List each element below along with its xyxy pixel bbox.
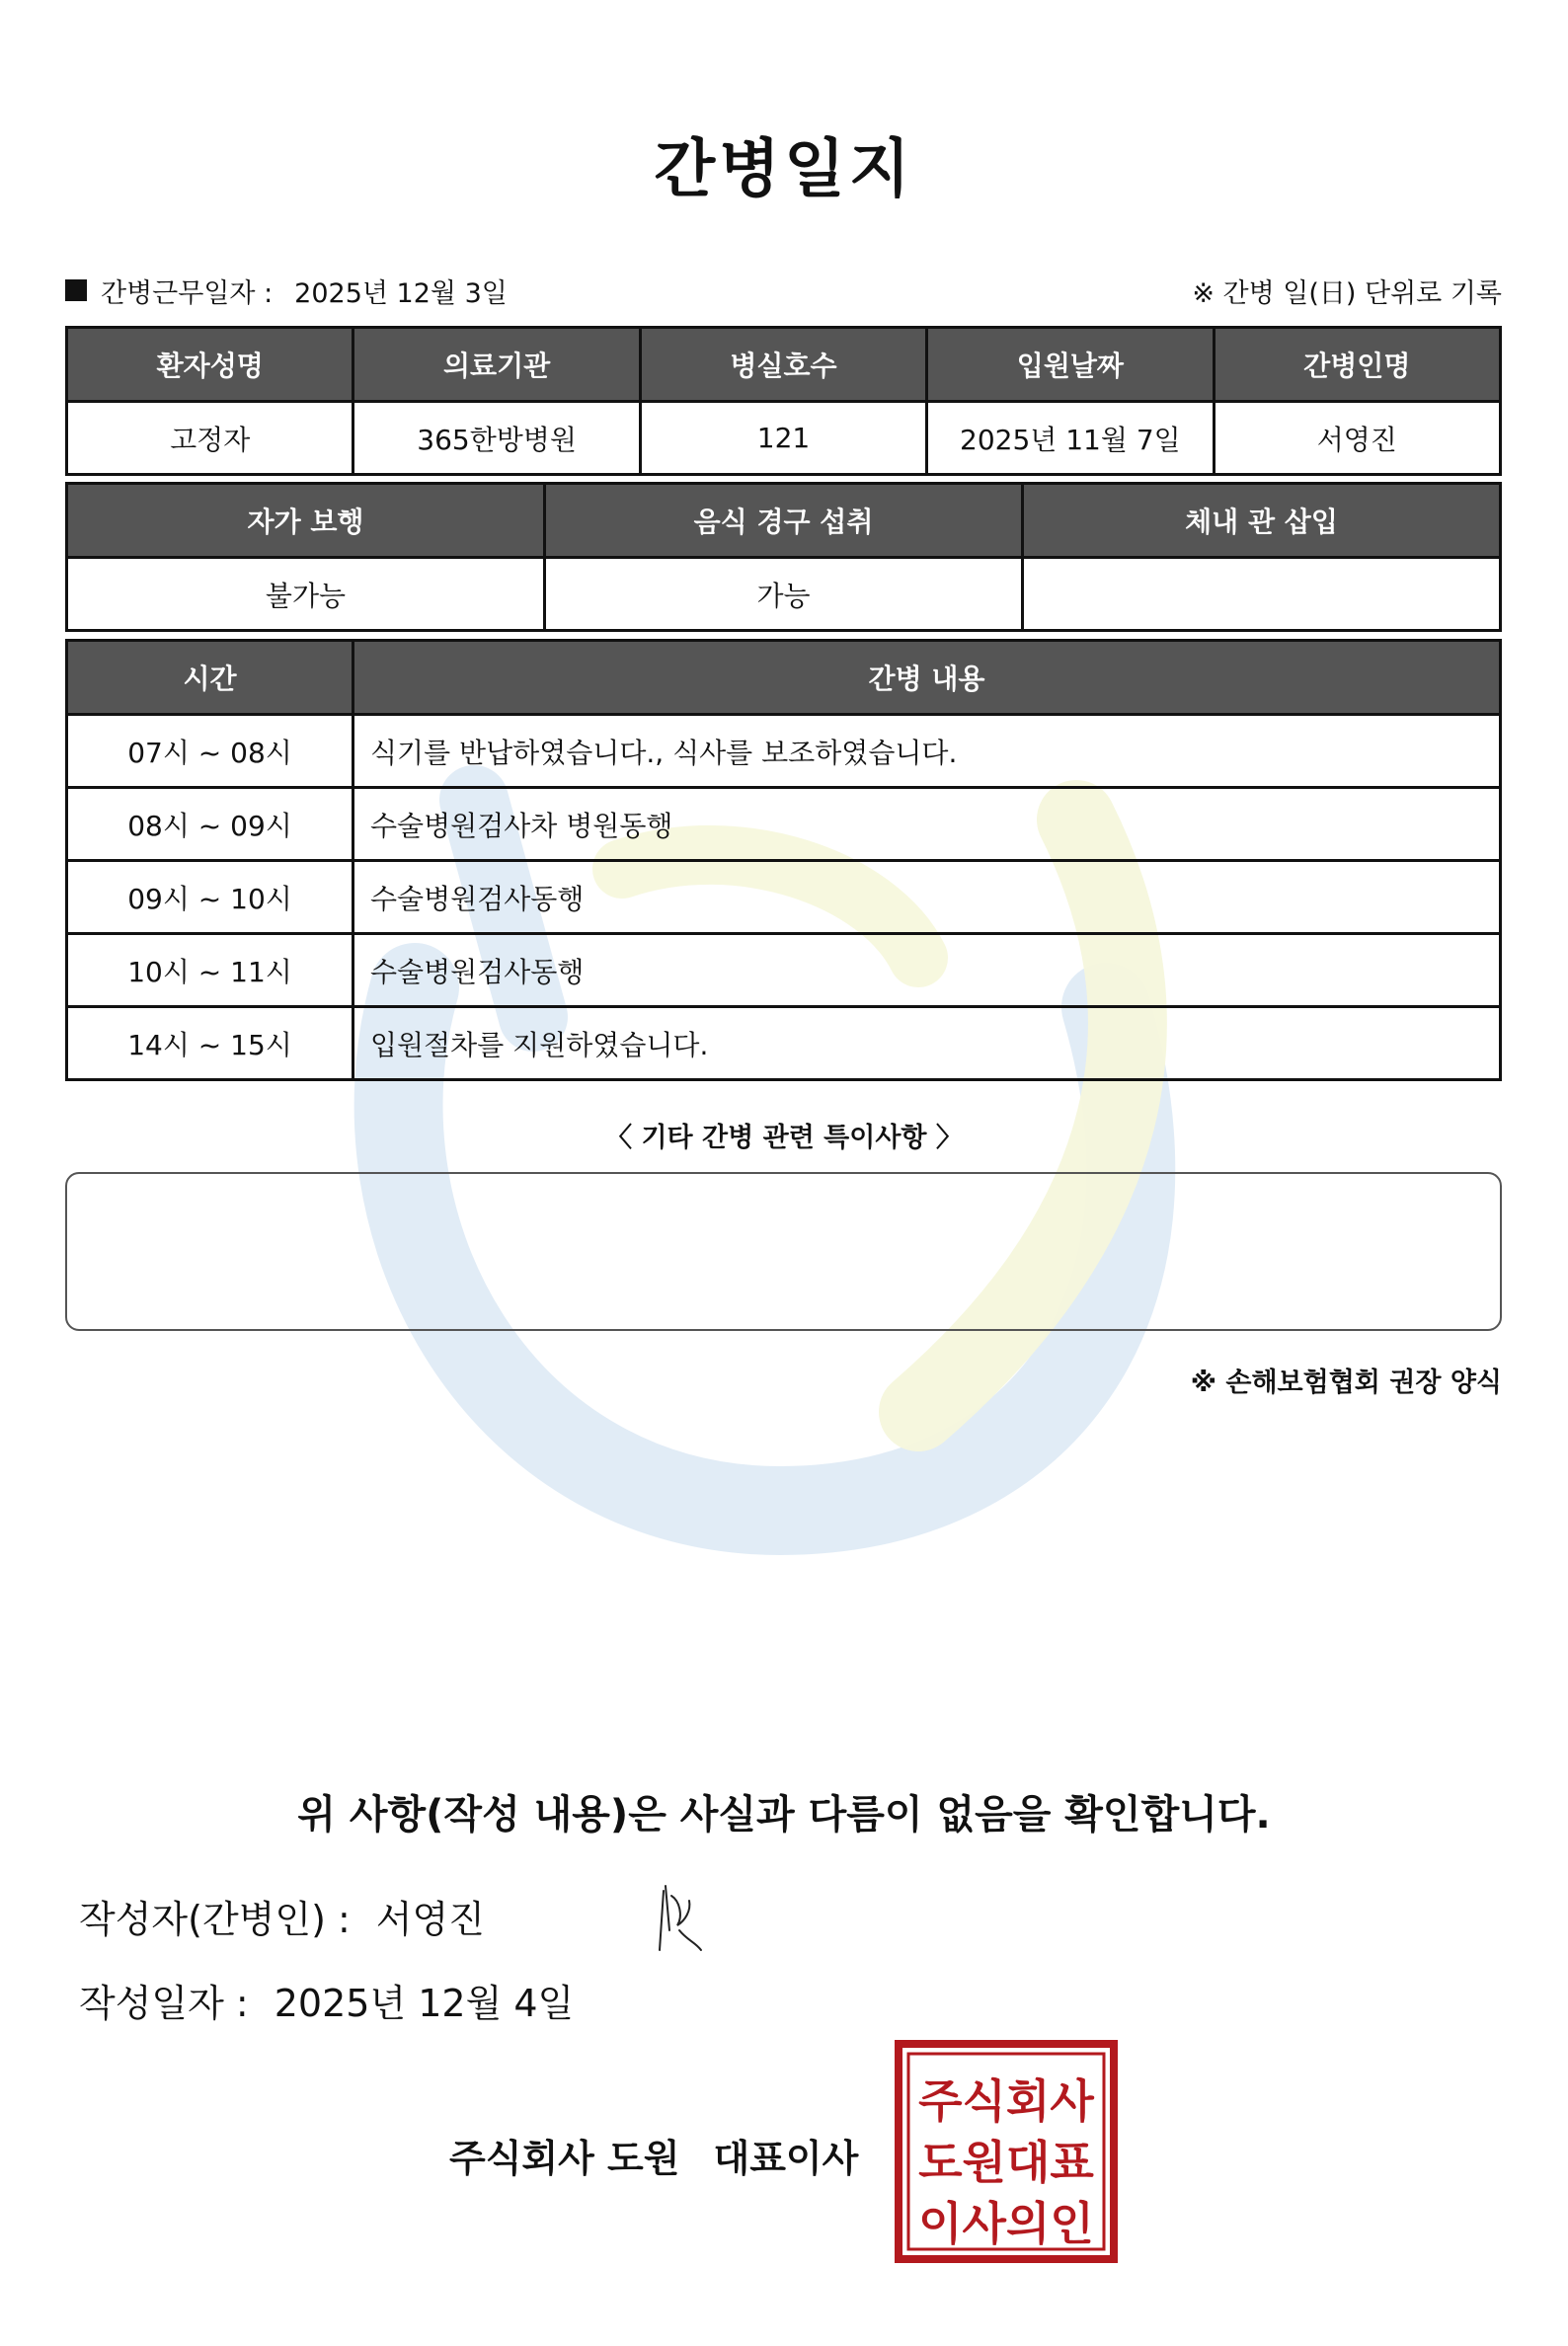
care-content: 수술병원검사차 병원동행: [353, 788, 1501, 861]
svg-text:주식회사: 주식회사: [918, 2074, 1094, 2128]
table-header-row: [67, 484, 1501, 558]
meta-row: [65, 269, 1502, 312]
record-note: ※ 간병 일(日) 단위로 기록: [1192, 277, 1502, 309]
svg-text:이사의인: 이사의인: [918, 2197, 1094, 2250]
header-patient-name: 환자성명: [67, 328, 353, 402]
work-date-group: [65, 272, 508, 310]
work-date-value: 2025년 12월 3일: [294, 277, 508, 309]
writer-row: [79, 1889, 485, 1943]
writer-label: 작성자(간병인) :: [79, 1898, 351, 1941]
table-row: [67, 788, 1501, 861]
table-row: [67, 715, 1501, 788]
patient-name: 고정자: [67, 402, 353, 475]
patient-status-table: [65, 482, 1502, 632]
tube-insertion-value: [1023, 558, 1501, 631]
written-date-label: 작성일자 :: [79, 1982, 249, 2025]
table-row: [67, 934, 1501, 1007]
svg-text:도원대표: 도원대표: [918, 2136, 1094, 2189]
notes-box: [65, 1172, 1502, 1331]
writer-name: 서영진: [375, 1898, 485, 1941]
admission-date: 2025년 11월 7일: [927, 402, 1214, 475]
confirmation-statement: 위 사항(작성 내용)은 사실과 다름이 없음을 확인합니다.: [297, 1792, 1271, 1838]
hospital-name: 365한방병원: [353, 402, 640, 475]
company-signature: [449, 2128, 858, 2182]
table-row: [67, 402, 1501, 475]
care-content: 입원절차를 지원하였습니다.: [353, 1007, 1501, 1080]
self-walking-value: 불가능: [67, 558, 545, 631]
table-header-row: [67, 641, 1501, 715]
header-admission-date: 입원날짜: [927, 328, 1214, 402]
written-date-row: [79, 1973, 574, 2027]
care-content: 수술병원검사동행: [353, 861, 1501, 934]
care-time: 07시 ~ 08시: [67, 715, 353, 788]
care-time: 14시 ~ 15시: [67, 1007, 353, 1080]
notes-heading: 〈 기타 간병 관련 특이사항 〉: [605, 1123, 963, 1153]
caregiver-name: 서영진: [1214, 402, 1500, 475]
company-name: 주식회사 도원: [449, 2137, 680, 2180]
company-title: 대표이사: [713, 2137, 859, 2180]
header-time: 시간: [67, 641, 353, 715]
header-hospital: 의료기관: [353, 328, 640, 402]
header-care-content: 간병 내용: [353, 641, 1501, 715]
oral-intake-value: 가능: [545, 558, 1023, 631]
header-oral-intake: 음식 경구 섭취: [545, 484, 1023, 558]
table-row: [67, 1007, 1501, 1080]
care-content: 수술병원검사동행: [353, 934, 1501, 1007]
recommendation-note: ※ 손해보험협회 권장 양식: [1190, 1368, 1502, 1398]
table-header-row: [67, 328, 1501, 402]
room-number: 121: [640, 402, 926, 475]
care-time: 09시 ~ 10시: [67, 861, 353, 934]
page-title: 간병일지: [654, 133, 914, 206]
patient-info-table: [65, 326, 1502, 476]
care-time: 08시 ~ 09시: [67, 788, 353, 861]
care-time: 10시 ~ 11시: [67, 934, 353, 1007]
care-content: 식기를 반납하였습니다., 식사를 보조하였습니다.: [353, 715, 1501, 788]
handwritten-signature: [650, 1871, 709, 1960]
header-room-number: 병실호수: [640, 328, 926, 402]
table-row: [67, 558, 1501, 631]
square-bullet-icon: [65, 279, 87, 301]
header-tube-insertion: 체내 관 삽입: [1023, 484, 1501, 558]
care-log-table: [65, 639, 1502, 1081]
header-self-walking: 자가 보행: [67, 484, 545, 558]
work-date-label: 간병근무일자 :: [101, 277, 274, 309]
written-date-value: 2025년 12월 4일: [274, 1982, 575, 2025]
header-caregiver-name: 간병인명: [1214, 328, 1500, 402]
table-row: [67, 861, 1501, 934]
company-seal-stamp: [895, 2040, 1118, 2263]
